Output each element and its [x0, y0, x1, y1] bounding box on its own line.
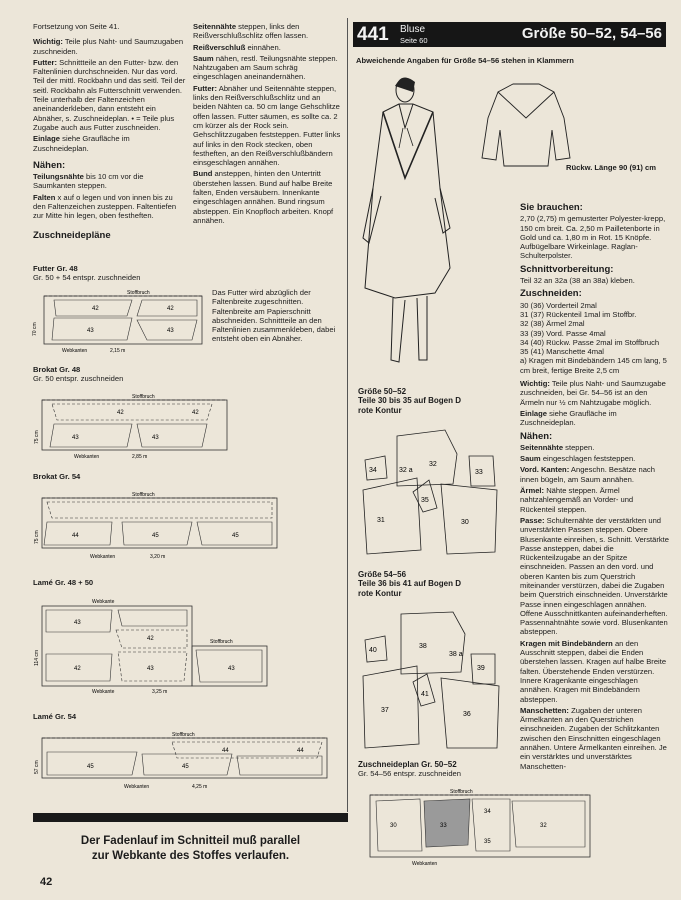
plan3-diagram: [32, 490, 282, 562]
bund-label: Bund: [193, 169, 213, 179]
column-divider: [347, 18, 348, 812]
plan2-height: 75 cm: [34, 430, 40, 444]
r-wichtig-label: Wichtig:: [520, 379, 550, 389]
plan5-diagram: [32, 730, 332, 792]
plan1-subtitle: Gr. 50 + 54 entspr. zuschneiden: [33, 273, 141, 283]
plan5-stoffbruch: Stoffbruch: [172, 732, 195, 738]
plan1-height: 70 cm: [32, 322, 38, 336]
naehen-heading: Nähen:: [33, 159, 66, 171]
right-plan-piece-30: 30: [390, 823, 397, 829]
plan2-piece-42b: 42: [192, 410, 199, 416]
group1-title: Größe 50–52: [358, 387, 407, 396]
right-cutting-plan: [360, 785, 595, 867]
r-wichtig-text: Teile plus Naht- und Saumzugabe zuschneiden, bei Gr. 54–56 ist an den Ärmeln nur ½ cm Nahtzugabe möglich.: [520, 379, 666, 407]
group2-title: Größe 54–56: [358, 570, 407, 579]
seitennaehte-text: steppen, links den Reißverschlußschlitz offen lassen.: [193, 22, 309, 41]
right-plan-piece-33: 33: [440, 823, 447, 829]
plan5-piece-44a: 44: [222, 748, 229, 754]
plan1-caption: [33, 264, 193, 283]
plan5-title: Lamé Gr. 54: [33, 712, 77, 721]
plan1-piece-43b: 43: [167, 328, 174, 334]
piece-35: 35: [421, 497, 429, 504]
plan4-piece-42b: 42: [74, 666, 81, 672]
zuschneiden-heading: Zuschneiden:: [520, 288, 582, 300]
plan3-piece-44: 44: [72, 533, 79, 539]
right-plan-caption: [358, 760, 538, 779]
plan2-webkanten: Webkanten: [74, 454, 100, 460]
plan3-webkanten: Webkanten: [90, 554, 116, 560]
piece-40: 40: [369, 647, 377, 654]
plan3-title: Brokat Gr. 54: [33, 472, 81, 481]
part-item: 35 (41) Manschette 4mal: [520, 347, 604, 357]
teilung-label: Teilungsnähte: [33, 172, 84, 182]
plan4-stoffbruch: Stoffbruch: [210, 639, 233, 645]
mid-futter-text: Abnäher und Seitennähte steppen, links den Reißverschlußschlitz und an beiden Nähten ca. 50 cm lange Gehschlitze offen lassen. Futter säumen, es sollte ca. 2 cm kürzer als der Rock sein. Gehschlitzzugaben feststeppen. Futter links auf links in den Rock stecken, oben festheften, an den Reißverschlußbändern einsgeschlagen annähen.: [193, 83, 341, 168]
wichtig-text: Teile plus Naht- und Saumzugaben zuschneiden.: [33, 37, 184, 56]
plan1-width: 2,15 m: [110, 348, 126, 354]
rv-label: Reißverschluß: [193, 42, 246, 52]
part-item: a) Kragen mit Bindebändern 145 cm lang, 5 cm breit, fertige Breite 2,5 cm: [520, 356, 667, 375]
plan4-piece-43c: 43: [228, 666, 235, 672]
saum-text: nähen, restl. Teilungsnähte steppen. Nahtzugaben am Saum schräg eingeschlagen aneinandernähen.: [193, 53, 338, 82]
mid-futter-label: Futter:: [193, 83, 218, 93]
left-text-column: [33, 22, 186, 242]
pattern-number: 441: [357, 24, 389, 45]
group2-pattern-pieces: [357, 604, 517, 754]
rv-text: einnähen.: [247, 42, 281, 52]
plan2-title: Brokat Gr. 48: [33, 365, 81, 374]
group2-caption: [358, 570, 518, 598]
grain-notice: [33, 834, 348, 864]
r-aermel-label: Ärmel:: [520, 486, 545, 496]
plan1-piece-42a: 42: [92, 306, 99, 312]
blouse-illustration: [355, 68, 485, 370]
plan5-height: 57 cm: [34, 760, 40, 774]
group2-contour: rote Kontur: [358, 588, 402, 598]
plan5-piece-44b: 44: [297, 748, 304, 754]
einlage-label: Einlage: [33, 134, 61, 144]
plan4-piece-43a: 43: [74, 620, 81, 626]
falten-text: x auf o legen und von innen bis zu den Faltenzeichen zusteppen. Faltentiefen zur Mitte hin legen, oben festheften.: [33, 192, 177, 221]
r-naehen-heading: Nähen:: [520, 430, 553, 442]
plan5-webkanten: Webkanten: [124, 784, 150, 790]
plan4-webkante-top: Webkante: [92, 599, 115, 605]
piece-36: 36: [463, 711, 471, 718]
piece-32: 32: [429, 461, 437, 468]
part-item: 34 (40) Rückw. Passe 2mal im Stoffbruch: [520, 337, 660, 347]
plan4-piece-42a: 42: [147, 636, 154, 642]
r-einlage-text: siehe Graufläche im Zuschneideplan.: [520, 408, 617, 428]
piece-37: 37: [381, 707, 389, 714]
plan1-webkanten: Webkanten: [62, 348, 88, 354]
plan2-stoffbruch: Stoffbruch: [132, 394, 155, 400]
plan4-webkante: Webkante: [92, 689, 115, 695]
part-item: 32 (38) Ärmel 2mal: [520, 319, 585, 329]
r-saum-text: eingeschlagen feststeppen.: [542, 454, 636, 464]
r-vord-label: Vord. Kanten:: [520, 465, 570, 475]
plan3-piece-45a: 45: [152, 533, 159, 539]
group1-subtitle: Teile 30 bis 35 auf Bogen D: [358, 396, 461, 406]
teilung-text: bis 10 cm vor die Saumkanten steppen.: [33, 172, 144, 191]
plan4-title: Lamé Gr. 48 + 50: [33, 578, 94, 587]
r-kragen-label: Kragen mit Bindebändern: [520, 638, 613, 648]
r-einlage-label: Einlage: [520, 408, 548, 418]
r-saum-label: Saum: [520, 454, 541, 464]
plan3-piece-45b: 45: [232, 533, 239, 539]
plan1-diagram: [32, 288, 207, 356]
parts-list: [520, 301, 670, 375]
part-item: 30 (36) Vorderteil 2mal: [520, 300, 597, 310]
wichtig-label: Wichtig:: [33, 37, 63, 47]
plan5-width: 4,25 m: [192, 784, 208, 790]
r-passe-label: Passe:: [520, 515, 545, 525]
plan5-piece-45b: 45: [182, 764, 189, 770]
pattern-header-bar: [353, 22, 666, 47]
right-plan-piece-34: 34: [484, 809, 491, 815]
group1-caption: [358, 387, 518, 415]
pattern-page-ref: Seite 60: [400, 36, 428, 45]
right-plan-piece-32: 32: [540, 823, 547, 829]
plan3-height: 75 cm: [34, 530, 40, 544]
plan5-piece-45a: 45: [87, 764, 94, 770]
sie-brauchen-heading: Sie brauchen:: [520, 202, 583, 213]
piece-30: 30: [461, 519, 469, 526]
r-seiten-text: steppen.: [565, 442, 595, 452]
right-plan-webkanten: Webkanten: [412, 861, 438, 867]
saum-label: Saum: [193, 53, 214, 63]
falten-label: Falten: [33, 192, 56, 202]
r-manschetten-text: Zugaben der unteren Ärmelkanten an den Querstrichen einschneiden. Zugaben der Schlitzkanten zwischen den Einschnitten eingeschlagen annähen. Untere Ärmelkanten einreihen. Je ein verstärktes und unverstärktes Manschetten-: [520, 705, 667, 771]
piece-31: 31: [377, 517, 385, 524]
plan2-diagram: [32, 392, 232, 462]
right-plan-piece-35: 35: [484, 839, 491, 845]
plan1-stoffbruch: Stoffbruch: [127, 290, 150, 296]
piece-34: 34: [369, 467, 377, 474]
r-aermel-text: Nähte steppen. Ärmel nahtzahlengemäß an Vorder- und Rückenteil steppen.: [520, 486, 634, 514]
pattern-sizes: Größe 50–52, 54–56: [521, 25, 662, 42]
futter-text: Schnittteile an den Futter- bzw. den Faltenlinien durchschneiden. Nur das vord. Teil der mittl. Rockbahn und das seitl. Teil der seitl. Rockbahn als Futterschnitt verwenden. Teile unterhalb der Faltenzeichen aneinanderkleben, dann entsteht ein Abnäher, s. Zuschneideplan. • = Teile plus Zugabe auch aus Futter zuschneiden.: [33, 57, 186, 132]
grain-notice-line2: zur Webkante des Stoffes verlaufen.: [91, 850, 290, 862]
right-plan-stoffbruch: Stoffbruch: [450, 789, 473, 795]
plan4-width: 3,25 m: [152, 689, 168, 695]
zuschneideplaene-heading: Zuschneidepläne: [33, 229, 111, 241]
blouse-back-sketch: [478, 78, 573, 173]
lining-side-note: Das Futter wird abzüglich der Faltenbreite zugeschnitten. Faltenbreite am Papierschnitt abschneiden. Schnittteile an den Faltenlinien zusammenkleben, dabei entsteht oben ein Abnäher.: [212, 288, 336, 344]
einlage-text: siehe Graufläche im Zuschneideplan.: [33, 134, 130, 153]
plan3-width: 3,20 m: [150, 554, 166, 560]
part-item: 31 (37) Rückenteil 1mal im Stoffbr.: [520, 309, 637, 319]
piece-38: 38: [419, 643, 427, 650]
futter-label: Futter:: [33, 57, 58, 67]
right-text-column: [520, 203, 670, 773]
r-passe-text: Schulternähte der verstärkten und unverstärkten Passen steppen. Obere Blusenkante einreihen, s. Schnitt. Verstärkte Passe ansteppen, dabei die Rückenteilzugabe an der Spitze einschneiden. Passen an den vord. und oberen Kanten bis zum Querstrich miteinander verstürzen, dabei die Zugaben beim Querstrich einschneiden. Unverstärkte Passe innen eingeschlagen annähen. Offene Ausschnittkanten aufeinanderheften. Passennahtnähte sowie vord. Blusenkanten absteppen.: [520, 515, 670, 637]
plan1-piece-43a: 43: [87, 328, 94, 334]
right-plan-subtitle: Gr. 54–56 entspr. zuschneiden: [358, 769, 462, 779]
plan1-title: Futter Gr. 48: [33, 264, 78, 273]
plan2-subtitle: Gr. 50 entspr. zuschneiden: [33, 374, 124, 384]
schnittvorbereitung-heading: Schnittvorbereitung:: [520, 263, 614, 275]
continuation-note: Fortsetzung von Seite 41.: [33, 22, 120, 31]
plan2-piece-43a: 43: [72, 435, 79, 441]
middle-text-column: [193, 22, 345, 227]
plan2-width: 2,85 m: [132, 454, 148, 460]
page-number: 42: [40, 876, 53, 888]
schnittvorbereitung-text: Teil 32 an 32a (38 an 38a) kleben.: [520, 276, 635, 286]
plan2-piece-42: 42: [117, 410, 124, 416]
back-length: Rückw. Länge 90 (91) cm: [566, 163, 657, 172]
r-seiten-label: Seitennähte: [520, 442, 564, 452]
r-manschetten-label: Manschetten:: [520, 705, 569, 715]
piece-41: 41: [421, 691, 429, 698]
piece-39: 39: [477, 665, 485, 672]
group1-contour: rote Kontur: [358, 405, 402, 415]
notice-bar: [33, 813, 348, 822]
plan4-diagram: [32, 596, 272, 696]
plan4-height: 114 cm: [34, 649, 40, 666]
plan4-piece-43b: 43: [147, 666, 154, 672]
right-plan-title: Zuschneideplan Gr. 50–52: [358, 760, 457, 769]
r-kragen-text: an den Ausschnitt steppen, dabei die Enden überstehen lassen. Kragen auf halbe Breite falten. Überstehende Enden verstürzen. Innere Kragenkante eingeschlagen annähen. Kragen mit Bindebändern absteppen.: [520, 638, 667, 704]
group1-pattern-pieces: [357, 420, 517, 568]
deviation-note: Abweichende Angaben für Größe 54–56 stehen in Klammern: [356, 56, 574, 65]
plan1-piece-42b: 42: [167, 306, 174, 312]
pattern-garment: Bluse: [400, 24, 426, 35]
r-vord-text: Angeschn. Besätze nach innen bügeln, am Saum annähen.: [520, 465, 655, 484]
piece-32a: 32 a: [399, 467, 413, 474]
group2-subtitle: Teile 36 bis 41 auf Bogen D: [358, 579, 461, 589]
bund-text: ansteppen, hinten den Untertritt überstehen lassen. Bund auf halbe Breite falten, Enden versäubern. Innenkante eingeschlagen annähen. Bund ringsum absteppen. Ein Knopfloch arbeiten. Knopf annähen.: [193, 169, 334, 225]
plan3-stoffbruch: Stoffbruch: [132, 492, 155, 498]
plan2-caption: [33, 365, 193, 384]
sie-brauchen-text: 2,70 (2,75) m gemusterter Polyester-krepp, 150 cm breit. Ca. 2,50 m Pailletenborte in Gold und ca. 1,80 m in Rot. 15 Knöpfe. Aufbügelbare Wirkeinlage. Raglan-Schulterpolster.: [520, 214, 666, 261]
plan2-piece-43b: 43: [152, 435, 159, 441]
piece-33: 33: [475, 469, 483, 476]
piece-38a: 38 a: [449, 651, 463, 658]
part-item: 33 (39) Vord. Passe 4mal: [520, 328, 606, 338]
seitennaehte-label: Seitennähte: [193, 22, 237, 31]
grain-notice-line1: Der Fadenlauf im Schnitteil muß parallel: [80, 835, 301, 847]
